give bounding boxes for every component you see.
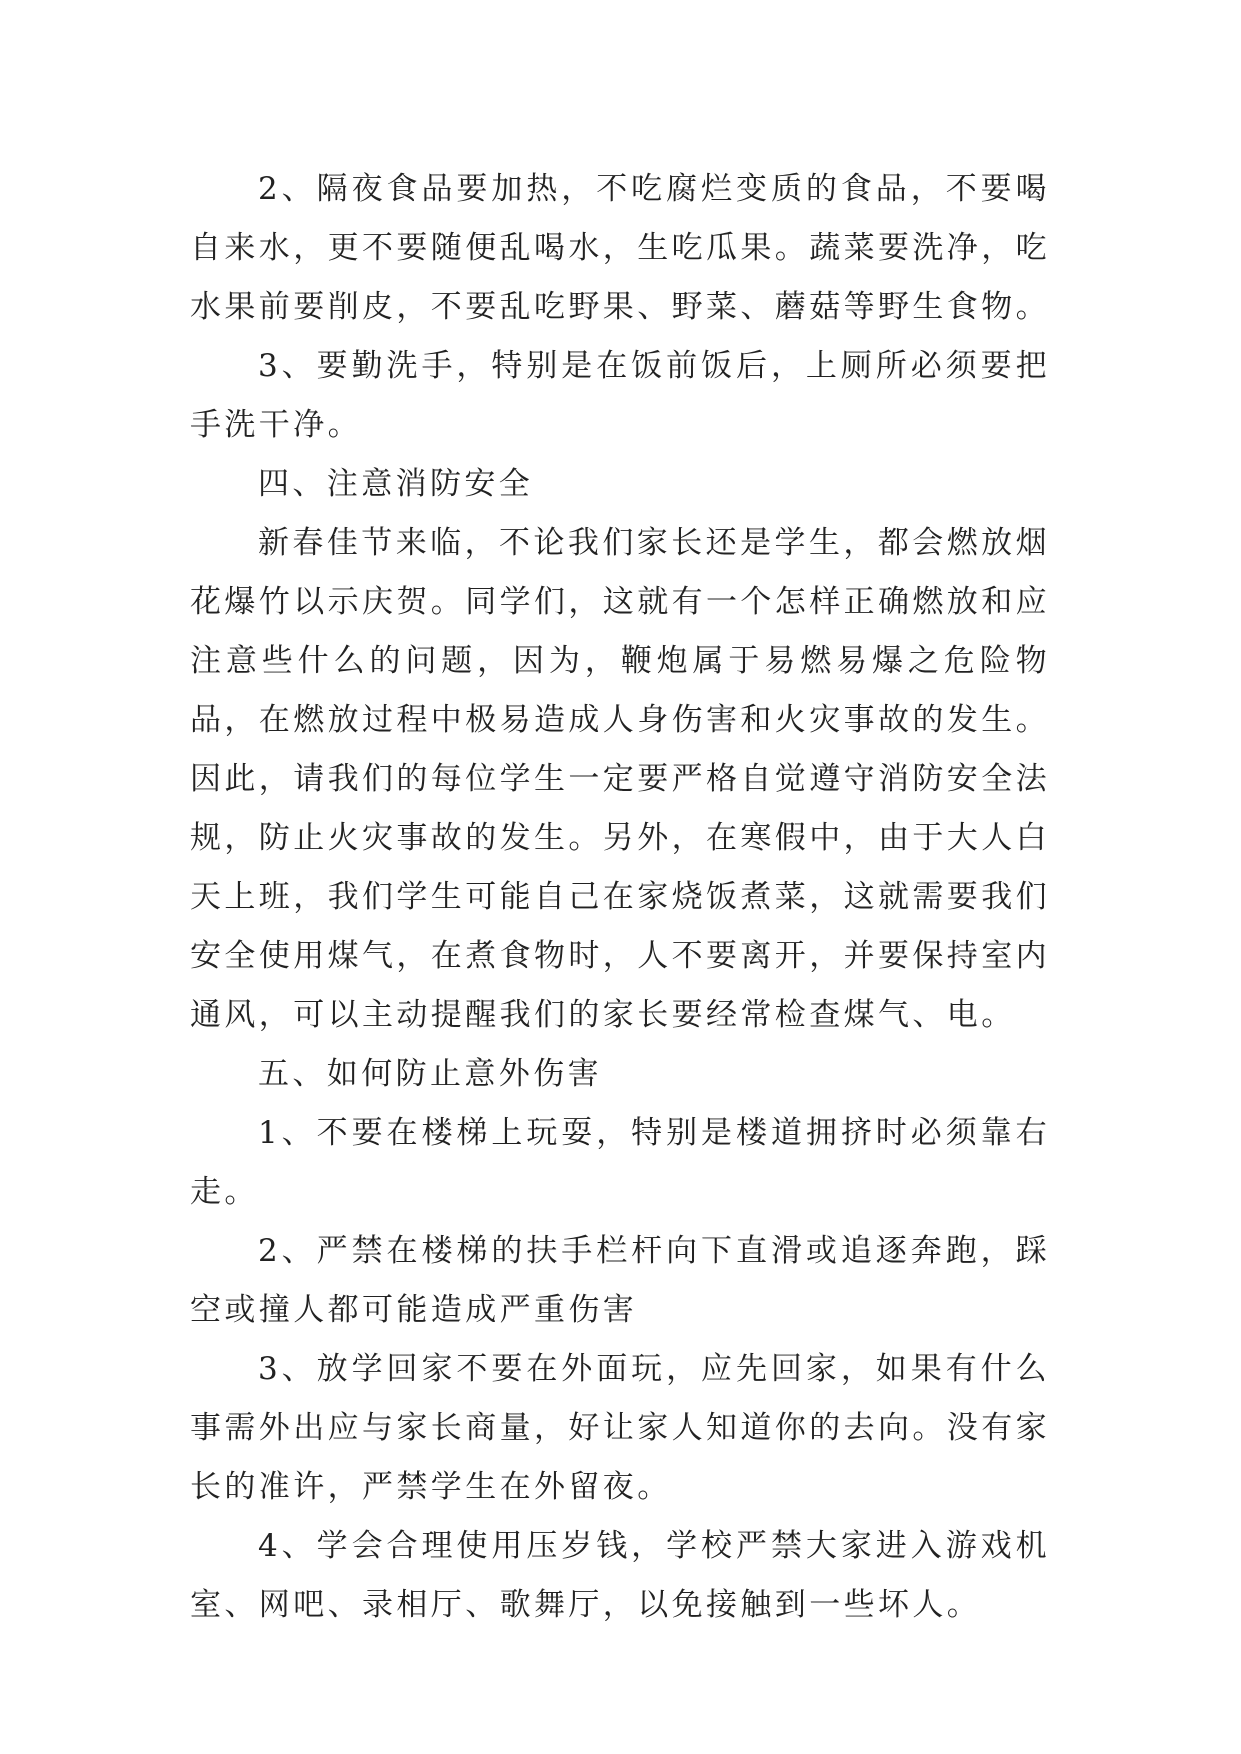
section-heading-fire-safety: 四、注意消防安全	[258, 466, 534, 502]
paragraph-stairs-playing: 1、不要在楼梯上玩耍，特别是楼道拥挤时必须靠右走。	[190, 1115, 1050, 1210]
paragraph-fire-safety: 新春佳节来临，不论我们家长还是学生，都会燃放烟花爆竹以示庆贺。同学们，这就有一个怎样正确燃放和应注意些什么的问题，因为，鞭炮属于易燃易爆之危险物品，在燃放过程中极易造成人身伤害和火灾事故的发生。因此，请我们的每位学生一定要严格自觉遵守消防安全法规，防止火灾事故的发生。另外，在寒假中，由于大人白天上班，我们学生可能自己在家烧饭煮菜，这就需要我们安全使用煤气，在煮食物时，人不要离开，并要保持室内通风，可以主动提醒我们的家长要经常检查煤气、电。	[190, 525, 1050, 1033]
paragraph-go-home: 3、放学回家不要在外面玩，应先回家，如果有什么事需外出应与家长商量，好让家人知道你的去向。没有家长的准许，严禁学生在外留夜。	[190, 1351, 1050, 1505]
section-heading-accident-prevention: 五、如何防止意外伤害	[258, 1056, 602, 1092]
paragraph-lucky-money: 4、学会合理使用压岁钱，学校严禁大家进入游戏机室、网吧、录相厅、歌舞厅，以免接触到一些坏人。	[190, 1528, 1050, 1623]
paragraph-stairs-railing: 2、严禁在楼梯的扶手栏杆向下直滑或追逐奔跑，踩空或撞人都可能造成严重伤害	[190, 1233, 1050, 1328]
paragraph-food-heating: 2、隔夜食品要加热，不吃腐烂变质的食品，不要喝自来水，更不要随便乱喝水，生吃瓜果。蔬菜要洗净，吃水果前要削皮，不要乱吃野果、野菜、蘑菇等野生食物。	[190, 171, 1050, 325]
paragraph-hand-washing: 3、要勤洗手，特别是在饭前饭后，上厕所必须要把手洗干净。	[190, 348, 1050, 443]
document-body	[190, 160, 1050, 1635]
